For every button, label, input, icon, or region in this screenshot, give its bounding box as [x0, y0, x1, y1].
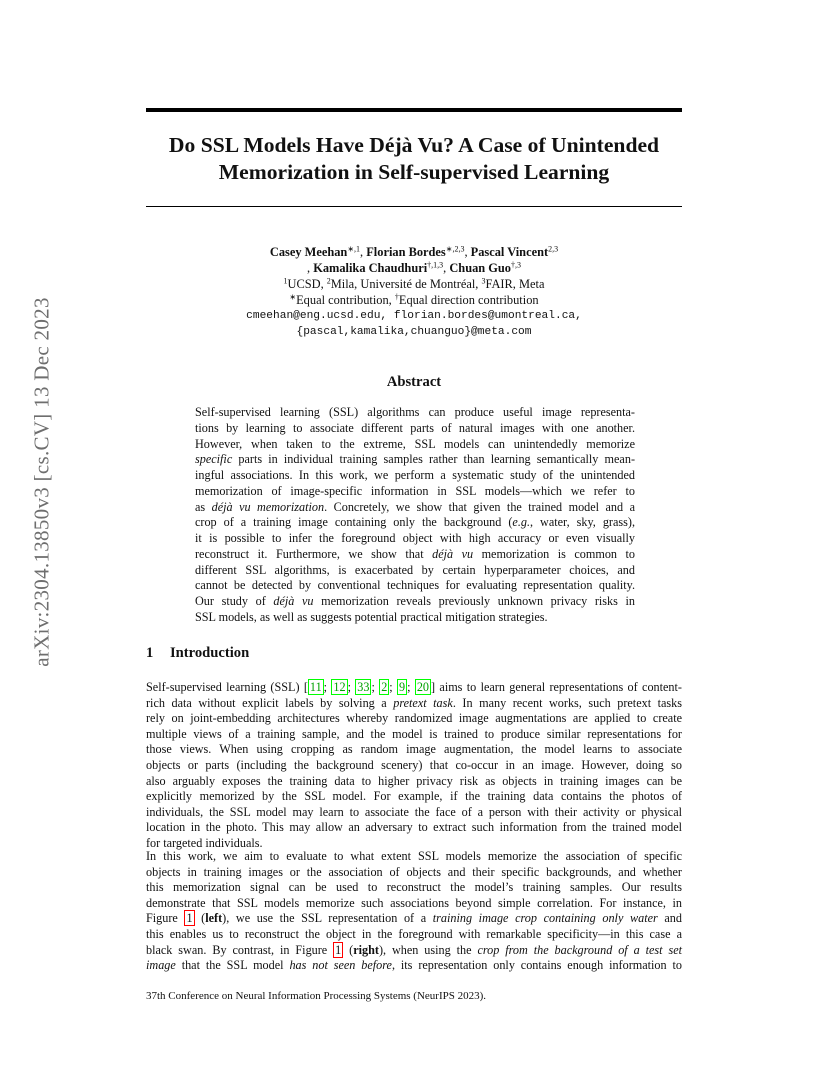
paragraph-line: objects in training images or the association of objects and their specific backgrounds, and whether — [146, 864, 682, 879]
conference-footnote: 37th Conference on Neural Information Processing Systems (NeurIPS 2023). — [146, 990, 487, 1002]
text: ; — [347, 680, 356, 694]
title-bottom-rule — [146, 206, 682, 207]
abstract-body — [195, 405, 635, 626]
abstract-line — [195, 515, 635, 531]
text: . In many recent works, such pretext tasks — [452, 695, 682, 710]
author-line-1: Casey Meehan$^{∗,1}$, Florian Bordes$^{∗,2,3}$, Pascal Vincent$^{2,3}$ — [269, 244, 559, 259]
arxiv-identifier: arXiv:2304.13850v3 [cs.CV] 13 Dec 2023 — [29, 297, 54, 667]
section-title: Introduction — [170, 645, 250, 661]
paragraph-line — [146, 680, 682, 696]
paragraph-line: location in the photo. This may allow an adversary to extract such information from the trained model — [146, 820, 682, 835]
citation-link[interactable]: 12 — [333, 680, 346, 694]
paragraph-line: this enables us to reconstruct the object in the foreground with remarkable specificity—in this case a — [146, 926, 682, 941]
paragraph-line — [146, 958, 682, 974]
paragraph-line: this memorization signal can be used to reconstruct the model’s training samples. Our results — [146, 880, 682, 895]
text: black swan. By contrast, in Figure — [146, 942, 334, 957]
author-marker: ∗,2,3 — [445, 244, 465, 254]
abstract-line — [195, 547, 635, 563]
text: parts in individual training samples rather than learning semantically mean- — [232, 452, 635, 467]
emphasis: déjà vu — [432, 546, 474, 561]
text: , water, sky, grass), — [530, 515, 635, 530]
paragraph-line: rely on joint-embedding architectures whereby randomized image augmentations are applied to create — [146, 711, 682, 726]
text: Self-supervised learning (SSL) [ — [146, 680, 308, 694]
abstract-line: SSL models, as well as suggests potential practical mitigation strategies. — [195, 609, 548, 624]
author-marker: †,1,3 — [427, 260, 444, 270]
emphasis: crop from the background of a test set — [477, 942, 683, 957]
emphasis: has not seen before — [289, 958, 392, 973]
title-line-1: Do SSL Models Have Déjà Vu? A Case of Unintended — [168, 133, 660, 157]
emphasis: e.g. — [512, 515, 531, 530]
emphasis: specific — [195, 452, 233, 467]
paragraph-line: individuals, the SSL model may learn to associate the face of a person with their activity or physical — [146, 804, 682, 819]
emphasis: image — [146, 958, 176, 973]
abstract-line: different SSL algorithms, is exacerbated by certain hyperparameter choices, and — [195, 562, 635, 577]
text: ; — [371, 680, 380, 694]
paper-title — [146, 132, 682, 186]
email-line-1: cmeehan@eng.ucsd.edu, florian.bordes@umontreal.ca, — [246, 310, 582, 322]
affiliations — [146, 276, 682, 292]
text: reconstruct it. Furthermore, we show that — [195, 546, 433, 561]
paragraph-line: explicitly memorized by the SSL model. For example, if the training data contains the photos of — [146, 789, 682, 804]
paragraph-line — [146, 911, 682, 927]
text: and — [657, 911, 682, 926]
author-line-2: , Kamalika Chaudhuri$^{\dagger,1,3}$, Chuan Guo$^{\dagger,3}$ — [306, 260, 521, 275]
paragraph-line — [146, 696, 682, 712]
text: Figure — [146, 911, 185, 926]
paragraph-line: demonstrate that SSL models memorize such associations beyond simple correlation. For instance, in — [146, 895, 682, 910]
emphasis: déjà vu — [273, 594, 314, 608]
affiliation: FAIR, Meta — [485, 277, 545, 291]
figure-ref-link[interactable]: 1 — [186, 911, 193, 926]
author-name: Kamalika Chaudhuri — [313, 261, 428, 275]
author-marker: †,3 — [511, 260, 521, 270]
contribution-note — [146, 292, 682, 308]
citation-link[interactable]: 9 — [399, 680, 406, 694]
text: , its representation only contains enough information to — [391, 958, 682, 973]
email-line-2: {pascal,kamalika,chuanguo}@meta.com — [296, 326, 532, 338]
aff-marker: 2 — [326, 276, 331, 286]
author-name: Casey Meehan — [269, 245, 348, 259]
intro-paragraph-2 — [146, 849, 682, 974]
abstract-heading: Abstract — [386, 374, 442, 390]
text: ; — [323, 680, 332, 694]
text: ), when using the — [378, 942, 478, 957]
paragraph-line — [146, 943, 682, 959]
emphasis: déjà vu memorization — [211, 499, 325, 514]
abstract-line: Self-supervised learning (SSL) algorithms can produce useful image representa- — [195, 405, 635, 419]
bold-text: right — [353, 942, 379, 957]
paragraph-line: objects or parts (including the background scenery) that co-occur in an image. However, doing so — [146, 757, 682, 772]
text: ( — [194, 911, 206, 926]
author-marker: ∗,1 — [347, 244, 361, 254]
abstract-line: cannot be detected by conventional techniques for evaluating representation quality. — [195, 578, 635, 593]
abstract-line: However, when taken to the extreme, SSL models can unintendedly memorize — [195, 436, 635, 451]
paragraph-line: multiple views of a training sample, and the model is trained to produce similar representations for — [146, 726, 682, 741]
aff-marker: 3 — [481, 276, 486, 286]
text: ), we use the SSL representation of a — [222, 911, 433, 926]
text: . Concretely, we show that given the trained model and a — [324, 499, 635, 514]
bold-text: left — [205, 911, 223, 926]
abstract-line — [195, 452, 635, 468]
citation-link[interactable]: 2 — [381, 680, 388, 694]
citation-link[interactable]: 20 — [416, 680, 430, 694]
abstract-line: tions by learning to associate different parts of natural images with one another. — [195, 420, 635, 435]
author-block — [146, 244, 682, 340]
section-number: 1 — [146, 645, 154, 661]
abstract-line — [195, 500, 635, 516]
text: memorization reveals previously unknown privacy risks in — [313, 594, 635, 608]
contrib-marker: † — [394, 292, 399, 302]
aff-marker: 1 — [283, 276, 288, 286]
paragraph-line: In this work, we aim to evaluate to what extent SSL models memorize the association of specific — [146, 849, 682, 863]
citation-link[interactable]: 11 — [309, 680, 322, 694]
text: ; — [389, 680, 398, 694]
citation-link[interactable]: 33 — [357, 680, 370, 694]
contrib-marker: ∗ — [289, 292, 297, 302]
text: ( — [343, 942, 354, 957]
text: Our study of — [195, 594, 274, 608]
contrib-text: Equal contribution, — [296, 293, 395, 307]
title-line-2: Memorization in Self-supervised Learning — [218, 160, 610, 184]
text: as — [195, 499, 212, 514]
author-name: Florian Bordes — [366, 245, 446, 259]
text: that the SSL model — [175, 958, 290, 973]
author-marker: 2,3 — [548, 244, 559, 254]
paragraph-line: those views. When using cropping as random image augmentation, the model learns to associate — [146, 742, 682, 757]
figure-ref-link[interactable]: 1 — [335, 942, 342, 957]
emphasis: training image crop containing only water — [432, 911, 658, 926]
abstract-line: it is possible to infer the foreground object with high accuracy or even visually — [195, 531, 635, 545]
author-name: Pascal Vincent — [470, 245, 549, 259]
contrib-text: Equal direction contribution — [398, 293, 539, 307]
affiliation: UCSD, — [287, 277, 327, 291]
author-name: Chuan Guo — [449, 261, 511, 275]
paragraph-line: also arguably exposes the training data to higher privacy risk as objects in training images can be — [146, 773, 682, 788]
text: memorization is common to — [473, 546, 635, 561]
text: ; — [407, 680, 415, 694]
abstract-line — [195, 594, 635, 610]
text: crop of a training image containing only the background ( — [195, 515, 513, 530]
abstract-line: ingful associations. In this work, we perform a systematic study of the unintended — [195, 468, 635, 482]
text: rich data without explicit labels by solving a — [146, 695, 394, 710]
paragraph-line: for targeted individuals. — [146, 835, 263, 850]
affiliation: Mila, Université de Montréal, — [330, 277, 482, 291]
emphasis: pretext task — [393, 695, 453, 710]
section-heading — [146, 645, 249, 662]
abstract-line: memorization of image-specific information in SSL models—which we refer to — [195, 483, 635, 498]
title-top-rule — [146, 108, 682, 112]
intro-paragraph-1 — [146, 680, 682, 852]
text: ] aims to learn general representations of content- — [431, 680, 682, 694]
